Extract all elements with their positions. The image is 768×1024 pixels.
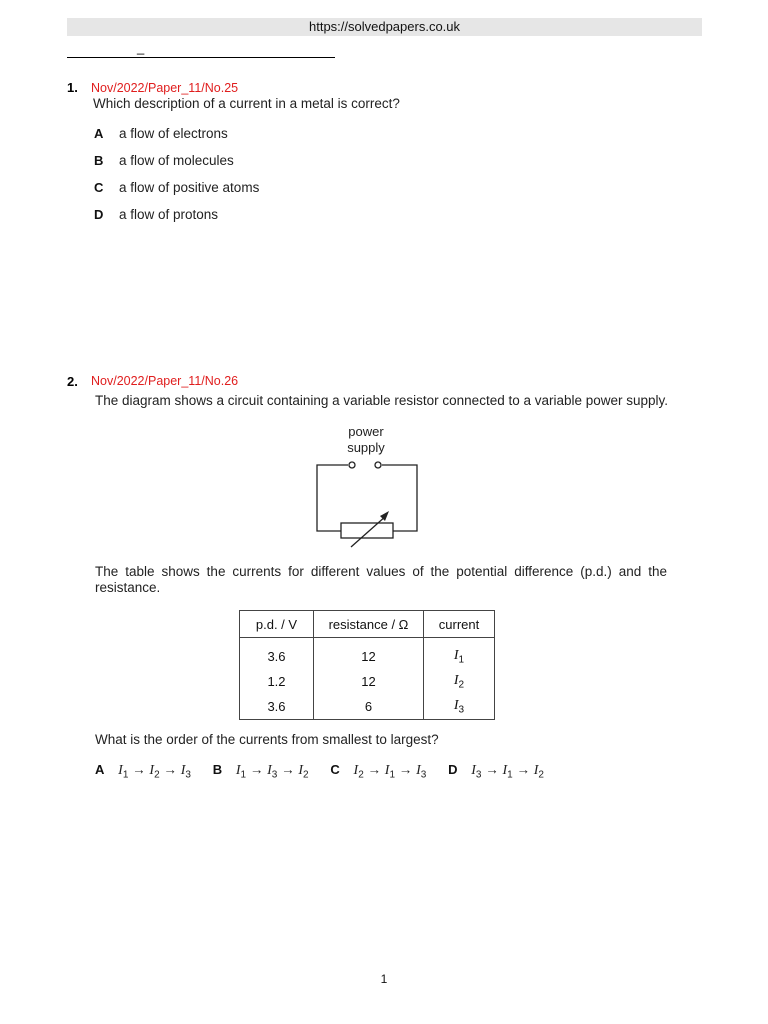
q2-answer-d <box>448 762 544 781</box>
table-row <box>240 694 495 720</box>
arrow-icon: → <box>132 762 146 777</box>
current-subscript: 1 <box>122 769 129 781</box>
variable-resistor-body <box>341 523 393 538</box>
q2-answers <box>95 762 562 781</box>
q1-number: 1. <box>67 80 78 95</box>
header-resistance: resistance / Ω <box>314 611 424 638</box>
arrow-icon: → <box>516 762 530 777</box>
current-subscript: 2 <box>458 679 465 691</box>
q2-intro: The diagram shows a circuit containing a variable resistor connected to a variable power supply. <box>95 393 669 408</box>
q1-option-c-text: a flow of positive atoms <box>119 180 260 195</box>
header-rule <box>67 57 335 58</box>
q2-number: 2. <box>67 374 78 389</box>
current-subscript: 1 <box>240 769 247 781</box>
answer-letter: A <box>95 762 105 777</box>
current-symbol: I <box>502 763 508 778</box>
q2-answer-b <box>213 762 309 781</box>
current-subscript: 2 <box>358 769 364 781</box>
current-symbol: I <box>384 763 390 778</box>
q2-question: What is the order of the currents from smallest to largest? <box>95 732 439 747</box>
header-pd: p.d. / V <box>240 611 314 638</box>
q2-answer-c <box>330 762 426 781</box>
table-row <box>240 669 495 694</box>
answer-letter: B <box>212 762 223 777</box>
terminal-left <box>349 462 355 468</box>
current-symbol: I <box>298 763 304 778</box>
current-symbol: I <box>453 698 459 714</box>
current-subscript: 3 <box>185 769 191 781</box>
current-symbol: I <box>235 763 241 778</box>
header-bar <box>67 18 702 36</box>
terminal-right <box>375 462 381 468</box>
cell-current <box>424 638 495 670</box>
header-current: current <box>424 611 495 638</box>
current-symbol: I <box>453 673 459 689</box>
header-url[interactable]: https://solvedpapers.co.uk <box>308 19 461 34</box>
q1-option-c-letter: C <box>94 180 104 195</box>
circuit-wire-left <box>317 465 348 531</box>
current-symbol: I <box>533 763 539 778</box>
current-symbol: I <box>149 763 155 778</box>
table-header-row <box>240 611 495 638</box>
cell-pd: 3.6 <box>240 694 314 720</box>
q1-reference: Nov/2022/Paper_11/No.25 <box>91 81 239 95</box>
current-subscript: 1 <box>458 654 465 666</box>
circuit-label <box>310 424 422 456</box>
circuit-wire-right <box>382 465 417 531</box>
arrow-icon: → <box>367 762 382 777</box>
q1-option-d-text: a flow of protons <box>119 207 219 222</box>
cell-resistance: 12 <box>314 669 424 694</box>
current-symbol: I <box>180 763 186 778</box>
q2-reference: Nov/2022/Paper_11/No.26 <box>91 374 239 388</box>
current-subscript: 1 <box>389 769 396 781</box>
cell-resistance: 12 <box>314 638 424 670</box>
current-subscript: 2 <box>303 769 309 781</box>
current-subscript: 3 <box>458 704 465 716</box>
arrow-icon: → <box>281 762 295 777</box>
q2-answer-a <box>95 762 191 781</box>
arrow-icon: → <box>485 762 499 777</box>
q1-option-a-letter: A <box>94 126 104 141</box>
q2-table-intro: The table shows the currents for different values of the potential difference (p.d.) and the resistance. <box>95 564 667 595</box>
circuit-label-line2: supply <box>347 440 385 455</box>
current-symbol: I <box>453 648 459 664</box>
q1-option-b-letter: B <box>94 153 104 168</box>
cell-current <box>424 669 495 694</box>
current-subscript: 3 <box>420 769 427 781</box>
current-symbol: I <box>118 763 123 778</box>
arrow-icon: → <box>163 762 177 777</box>
top-mark: _ <box>137 40 145 55</box>
cell-resistance: 6 <box>314 694 424 720</box>
q1-option-d-letter: D <box>94 207 104 222</box>
current-subscript: 3 <box>475 769 482 781</box>
q1-option-a-text: a flow of electrons <box>119 126 228 141</box>
answer-letter: C <box>330 762 340 777</box>
current-subscript: 1 <box>507 769 513 781</box>
current-symbol: I <box>471 763 476 778</box>
q1-option-b-text: a flow of molecules <box>119 153 234 168</box>
current-subscript: 2 <box>154 769 160 781</box>
table-row <box>240 638 495 670</box>
current-subscript: 2 <box>538 769 544 781</box>
data-table <box>239 610 495 720</box>
circuit-diagram <box>300 455 430 555</box>
page-number: 1 <box>380 972 388 986</box>
current-symbol: I <box>267 763 272 778</box>
answer-letter: D <box>448 762 458 777</box>
current-subscript: 3 <box>271 769 278 781</box>
arrow-icon: → <box>249 762 264 777</box>
cell-current <box>424 694 495 720</box>
circuit-label-line1: power <box>348 424 384 439</box>
arrow-icon: → <box>398 762 413 777</box>
current-symbol: I <box>353 763 359 778</box>
cell-pd: 1.2 <box>240 669 314 694</box>
current-symbol: I <box>416 763 421 778</box>
cell-pd: 3.6 <box>240 638 314 670</box>
q1-question: Which description of a current in a metal is correct? <box>93 96 400 111</box>
